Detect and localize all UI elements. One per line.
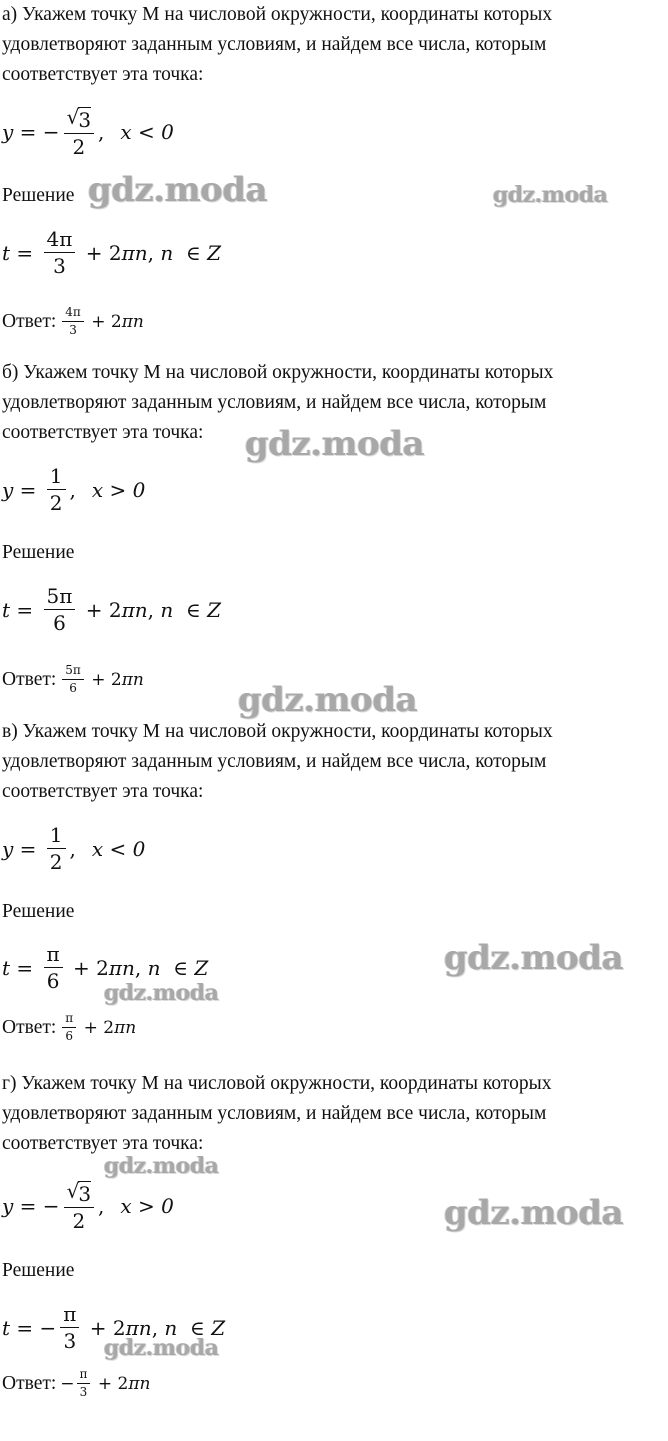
watermark-logo: gdz.moda [493,182,608,208]
part-b-intro-line-2: удовлетворяют заданным условиям, и найдем все числа, которым [2,392,547,413]
watermark-logo: gdz.moda [245,424,425,464]
part-d-intro-line-2: удовлетворяют заданным условиям, и найдем все числа, которым [2,1103,547,1124]
watermark-logo: gdz.moda [104,980,219,1006]
part-a-intro-line-2: удовлетворяют заданным условиям, и найдем все числа, которым [2,34,547,55]
part-b-intro-line-1: б) Укажем точку М на числовой окружности, координаты которых [2,362,554,383]
part-a-solution-formula: t = $\frac{4\pi}{3}$ + 2 πn , n ∈ Z [2,227,222,278]
part-b-solution-label: Решение [2,542,75,563]
part-a-answer: Ответ: $\frac{4\pi}{3}$ + 2 πn [2,305,144,338]
part-b-intro-line-3: соответствует эта точка: [2,422,204,443]
part-d-x-condition: x > 0 [120,1194,174,1218]
part-c-x-condition: x < 0 [91,836,146,861]
watermark-logo: gdz.moda [104,1335,219,1361]
part-c-intro-line-3: соответствует эта точка: [2,781,204,802]
part-d-intro [2,1069,666,1159]
part-b-solution-formula: t = $\frac{5\pi}{6}$ + 2 πn , n ∈ Z [2,584,222,635]
part-b-x-condition: x > 0 [91,477,146,502]
watermark-logo: gdz.moda [444,938,624,978]
part-c-t-fraction: $\frac{\pi}{6}$ [44,943,63,992]
part-a-t-fraction: $\frac{4\pi}{3}$ [44,228,76,277]
part-d-intro-line-1: г) Укажем точку М на числовой окружности, координаты которых [2,1073,552,1094]
part-d-t-fraction: $\frac{\pi}{3}$ [60,1303,79,1352]
part-c-intro [2,717,666,807]
part-a-intro-line-3: соответствует эта точка: [2,64,204,85]
part-c-solution-formula: t = $\frac{\pi}{6}$ + 2 πn , n ∈ Z [2,942,209,993]
part-c-condition: y = $\frac{1}{2}$ , x < 0 [2,823,146,874]
part-c-intro-line-1: в) Укажем точку М на числовой окружности, координаты которых [2,721,553,742]
part-d-condition: y = − √ 3 2 , x > 0 [2,1179,174,1233]
watermark-logo: gdz.moda [444,1193,624,1233]
watermark-logo: gdz.moda [104,1153,219,1179]
part-b-condition: y = $\frac{1}{2}$ , x > 0 [2,464,146,515]
part-b-y-fraction: $\frac{1}{2}$ [47,465,66,514]
watermark-logo: gdz.moda [88,170,268,210]
part-b-answer: Ответ: $\frac{5\pi}{6}$ + 2 πn [2,663,144,696]
part-b-t-fraction: $\frac{5\pi}{6}$ [44,585,76,634]
part-a-x-condition: x < 0 [120,120,174,144]
part-a-intro-line-1: а) Укажем точку М на числовой окружности, координаты которых [2,4,553,25]
part-a-intro [2,0,666,90]
part-a-solution-label: Решение [2,185,75,206]
part-d-solution-formula: t = − $\frac{\pi}{3}$ + 2 πn , n ∈ Z [2,1302,226,1353]
part-a-condition: y = − √ 3 2 , x < 0 [2,105,174,159]
part-a-y-fraction: √ 3 2 [64,106,94,158]
part-d-solution-label: Решение [2,1260,75,1281]
part-c-answer: Ответ: $\frac{\pi}{6}$ + 2 πn [2,1011,137,1044]
part-d-answer: Ответ: − $\frac{\pi}{3}$ + 2 πn [2,1367,151,1400]
watermark-logo: gdz.moda [238,680,418,720]
part-c-y-fraction: $\frac{1}{2}$ [47,824,66,873]
part-c-intro-line-2: удовлетворяют заданным условиям, и найдем все числа, которым [2,751,547,772]
part-d-intro-line-3: соответствует эта точка: [2,1133,204,1154]
part-c-solution-label: Решение [2,901,75,922]
part-d-y-fraction: √ 3 2 [64,1180,94,1232]
